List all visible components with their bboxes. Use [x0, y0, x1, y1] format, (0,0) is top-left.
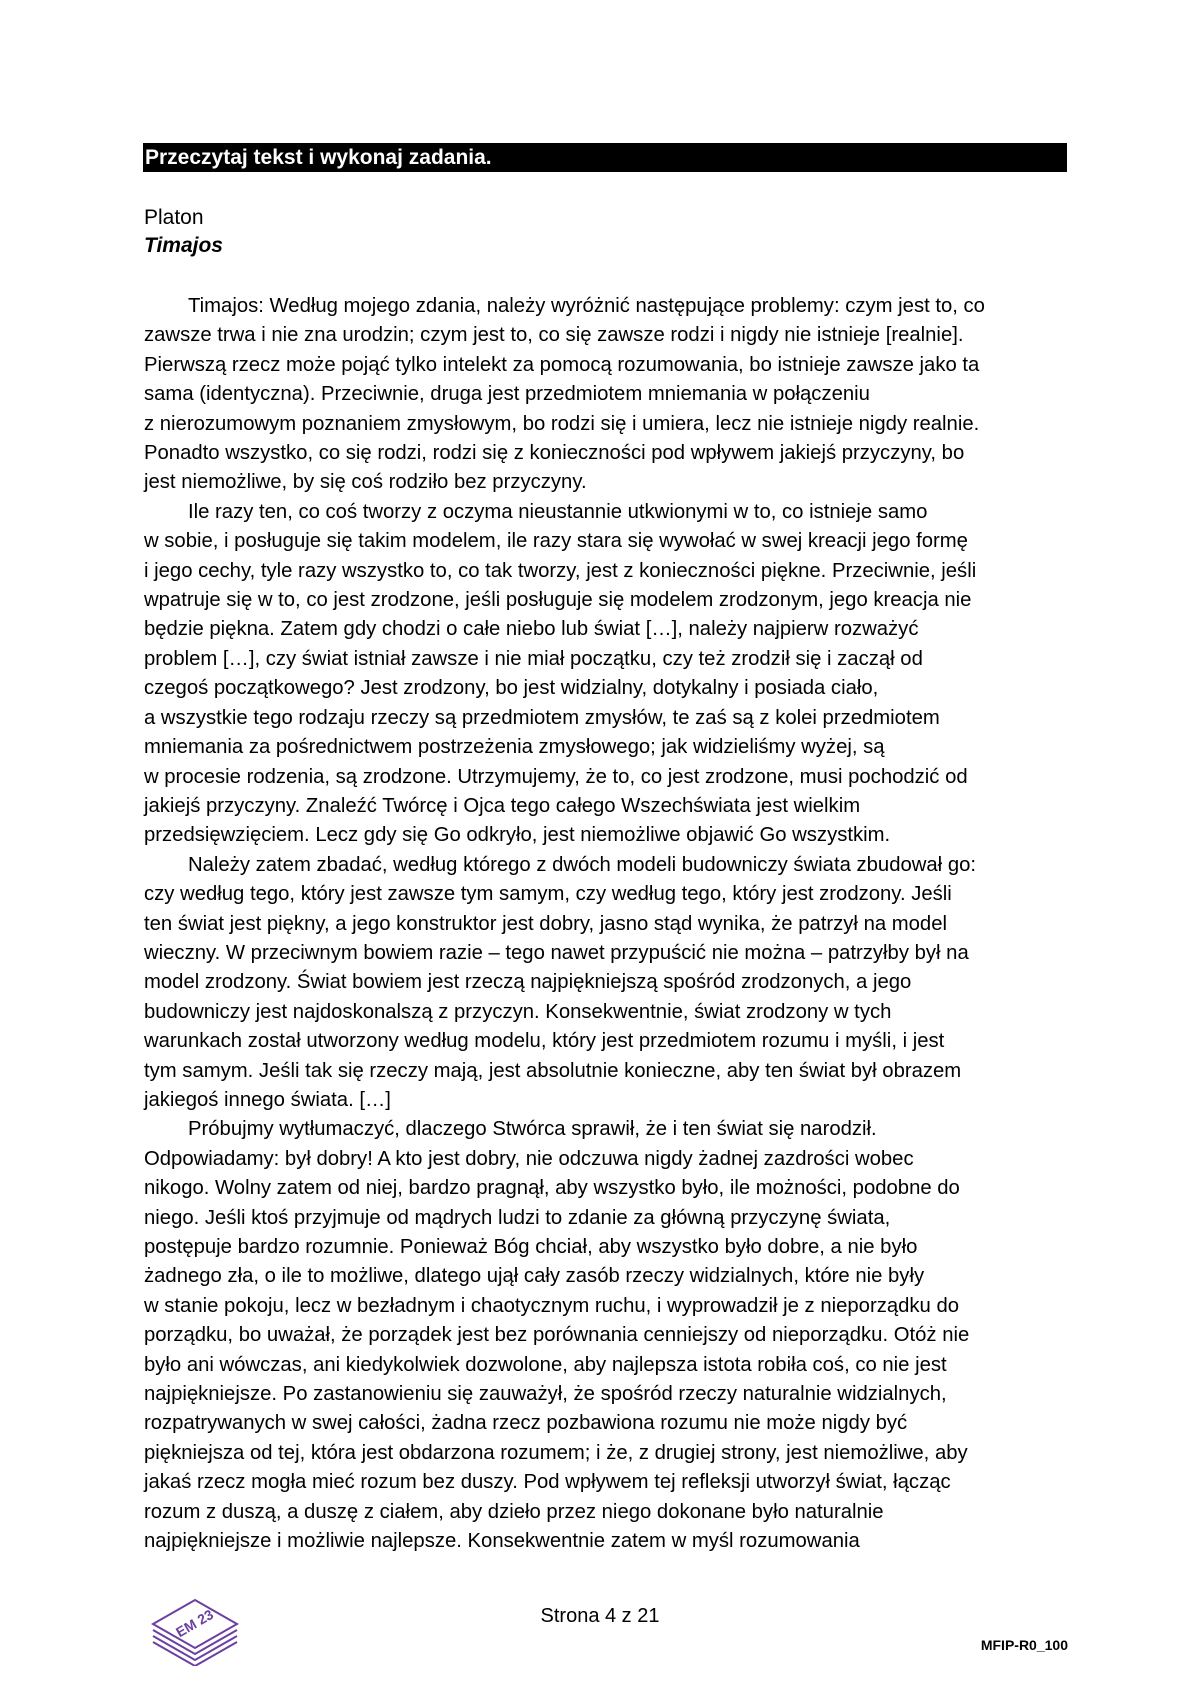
instruction-heading: Przeczytaj tekst i wykonaj zadania. — [143, 143, 1067, 172]
text-line: zawsze trwa i nie zna urodzin; czym jest to, co się zawsze rodzi i nigdy nie istnieje [realnie]. — [144, 324, 964, 347]
text-line: było ani wówczas, ani kiedykolwiek dozwolone, aby najlepsza istota robiła coś, co nie jest — [144, 1353, 947, 1376]
text-line: piękniejsza od tej, która jest obdarzona rozumem; i że, z drugiej strony, jest niemożliwe, aby — [144, 1441, 968, 1464]
text-line: warunkach został utworzony według modelu, który jest przedmiotem rozumu i myśli, i jest — [144, 1030, 945, 1053]
text-line: w stanie pokoju, lecz w bezładnym i chaotycznym ruchu, i wyprowadził je z nieporządku do — [144, 1294, 960, 1317]
text-line: Należy zatem zbadać, według którego z dwóch modeli budowniczy świata zbudował go: — [188, 853, 977, 876]
text-line: rozpatrywanych w swej całości, żadna rzecz pozbawiona rozumu nie może nigdy być — [144, 1412, 908, 1435]
paragraph — [144, 1115, 1072, 1556]
text-line: najpiękniejsze. Po zastanowieniu się zauważył, że spośród rzeczy naturalnie widzialnych, — [144, 1383, 947, 1406]
text-line: czegoś początkowego? Jest zrodzony, bo jest widzialny, dotykalny i posiada ciało, — [144, 677, 879, 700]
text-line: model zrodzony. Świat bowiem jest rzeczą najpiękniejszą spośród zrodzonych, a jego — [144, 971, 912, 994]
text-line: a wszystkie tego rodzaju rzeczy są przedmiotem zmysłów, te zaś są z kolei przedmiotem — [144, 706, 940, 729]
text-line: Pierwszą rzecz może pojąć tylko intelekt za pomocą rozumowania, bo istnieje zawsze jako ta — [144, 353, 980, 376]
text-line: niego. Jeśli ktoś przyjmuje od mądrych ludzi to zdanie za główną przyczynę świata, — [144, 1206, 891, 1229]
text-line: budowniczy jest najdoskonalszą z przyczyn. Konsekwentnie, świat zrodzony w tych — [144, 1000, 892, 1023]
text-line: w sobie, i posługuje się takim modelem, ile razy stara się wywołać w swej kreacji jego formę — [144, 530, 968, 553]
text-line: Ile razy ten, co coś tworzy z oczyma nieustannie utkwionymi w to, co istnieje samo — [188, 500, 928, 523]
text-line: rozum z duszą, a duszę z ciałem, aby dzieło przez niego dokonane było naturalnie — [144, 1500, 884, 1523]
text-line: wieczny. W przeciwnym bowiem razie – tego nawet przypuścić nie można – patrzyłby był na — [144, 941, 969, 964]
text-line: Odpowiadamy: był dobry! A kto jest dobry, nie odczuwa nigdy żadnej zazdrości wobec — [144, 1147, 914, 1170]
source-title: Timajos — [144, 234, 223, 257]
source-author: Platon — [144, 206, 204, 229]
text-line: przedsięwzięciem. Lecz gdy się Go odkryło, jest niemożliwe objawić Go wszystkim. — [144, 824, 891, 847]
text-line: tym samym. Jeśli tak się rzeczy mają, jest absolutnie konieczne, aby ten świat był obrazem — [144, 1059, 962, 1082]
text-line: będzie piękna. Zatem gdy chodzi o całe niebo lub świat […], należy najpierw rozważyć — [144, 618, 919, 641]
text-line: z nierozumowym poznaniem zmysłowym, bo rodzi się i umiera, lecz nie istnieje nigdy realnie. — [144, 412, 980, 435]
exam-code: MFIP-R0_100 — [980, 1637, 1068, 1653]
text-line: Ponadto wszystko, co się rodzi, rodzi się z konieczności pod wpływem jakiejś przyczyny, bo — [144, 442, 965, 465]
text-line: Timajos: Według mojego zdania, należy wyróżnić następujące problemy: czym jest to, co — [188, 295, 985, 317]
text-line: żadnego zła, o ile to możliwe, dlatego ujął cały zasób rzeczy widzialnych, które nie były — [144, 1265, 925, 1288]
text-line: sama (identyczna). Przeciwnie, druga jest przedmiotem mniemania w połączeniu — [144, 383, 870, 406]
text-line: ten świat jest piękny, a jego konstruktor jest dobry, jasno stąd wynika, że patrzył na model — [144, 912, 947, 935]
text-line: najpiękniejsze i możliwie najlepsze. Konsekwentnie zatem w myśl rozumowania — [144, 1530, 860, 1553]
text-line: porządku, bo uważał, że porządek jest bez porównania cenniejszy od nieporządku. Otóż nie — [144, 1324, 970, 1347]
text-line: postępuje bardzo rozumnie. Ponieważ Bóg chciał, aby wszystko było dobre, a nie było — [144, 1236, 918, 1258]
paragraph — [144, 498, 1072, 851]
text-line: jakiegoś innego świata. […] — [144, 1088, 391, 1111]
text-line: i jego cechy, tyle razy wszystko to, co tak tworzy, jest z konieczności piękne. Przeciwnie, jeśli — [144, 559, 977, 582]
text-line: problem […], czy świat istniał zawsze i nie miał początku, czy też zrodził się i zaczął od — [144, 647, 923, 670]
text-line: Próbujmy wytłumaczyć, dlaczego Stwórca sprawił, że i ten świat się narodził. — [188, 1118, 877, 1141]
paragraph — [144, 851, 1072, 1116]
source-text — [144, 292, 1072, 1556]
text-line: wpatruje się w to, co jest zrodzone, jeśli posługuje się modelem zrodzonym, jego kreacja nie — [144, 589, 972, 612]
paragraph — [144, 292, 1072, 498]
text-line: jakaś rzecz mogła mieć rozum bez duszy. Pod wpływem tej refleksji utworzył świat, łącząc — [144, 1471, 951, 1494]
text-line: jakiejś przyczyny. Znaleźć Twórcę i Ojca tego całego Wszechświata jest wielkim — [144, 794, 861, 817]
text-line: nikogo. Wolny zatem od niej, bardzo pragnął, aby wszystko było, ile możności, podobne do — [144, 1177, 960, 1200]
text-line: czy według tego, który jest zawsze tym samym, czy według tego, który jest zrodzony. Jeśli — [144, 883, 952, 906]
text-line: w procesie rodzenia, są zrodzone. Utrzymujemy, że to, co jest zrodzone, musi pochodzić od — [144, 765, 968, 788]
text-line: jest niemożliwe, by się coś rodziło bez przyczyny. — [144, 471, 587, 494]
logo-text: EM 23 — [172, 1606, 217, 1641]
text-line: mniemania za pośrednictwem postrzeżenia zmysłowego; jak widzieliśmy wyżej, są — [144, 736, 885, 759]
page-number: Strona 4 z 21 — [540, 1605, 660, 1627]
